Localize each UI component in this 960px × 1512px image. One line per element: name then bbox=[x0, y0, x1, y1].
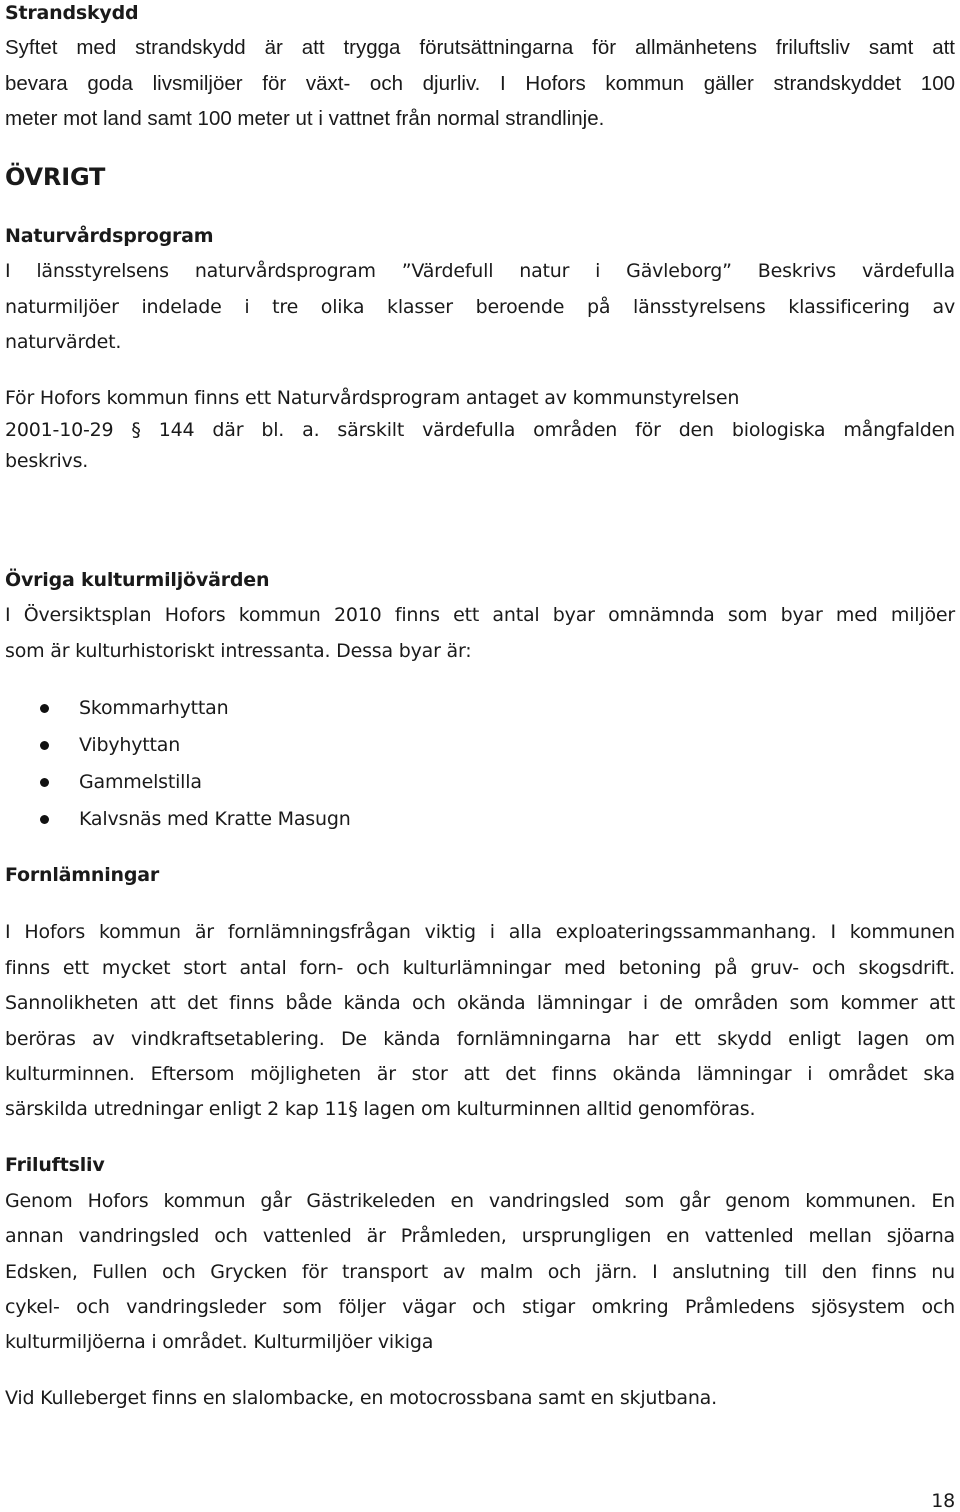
heading-fornlamningar: Fornlämningar bbox=[5, 864, 160, 886]
naturvard-p2-line-1: För Hofors kommun finns ett Naturvårdsprogram antaget av kommunstyrelsen bbox=[5, 387, 740, 409]
bullet-icon bbox=[40, 815, 49, 824]
heading-friluftsliv: Friluftsliv bbox=[5, 1154, 105, 1176]
strandskydd-line-1: Syftet med strandskydd är att trygga förutsättningarna för allmänhetens friluftsliv samt att bbox=[5, 36, 955, 59]
naturvard-p1-line-2: naturmiljöer indelade i tre olika klasser beroende på länsstyrelsens klassificering av bbox=[5, 296, 955, 318]
fornlamningar-line-5: kulturminnen. Eftersom möjligheten är stor att det finns okända lämningar i området ska bbox=[5, 1063, 955, 1085]
list-item: Gammelstilla bbox=[79, 771, 202, 793]
fornlamningar-line-3: Sannolikheten att det finns både kända och okända lämningar i de områden som kommer att bbox=[5, 992, 955, 1014]
heading-strandskydd: Strandskydd bbox=[5, 2, 139, 24]
strandskydd-line-2: bevara goda livsmiljöer för växt- och djurliv. I Hofors kommun gäller strandskyddet 100 bbox=[5, 72, 955, 95]
kultur-line-2: som är kulturhistoriskt intressanta. Dessa byar är: bbox=[5, 640, 472, 662]
bullet-icon bbox=[40, 778, 49, 787]
naturvard-p1-line-3: naturvärdet. bbox=[5, 331, 122, 353]
bullet-icon bbox=[40, 741, 49, 750]
friluftsliv-line-4: cykel- och vandringsleder som följer vägar och stigar omkring Pråmledens sjösystem och bbox=[5, 1296, 955, 1318]
fornlamningar-line-2: finns ett mycket stort antal forn- och kulturlämningar med betoning på gruv- och skogsdrift. bbox=[5, 957, 955, 979]
fornlamningar-line-1: I Hofors kommun är fornlämningsfrågan viktig i alla exploateringssammanhang. I kommunen bbox=[5, 921, 955, 943]
friluftsliv-line-2: annan vandringsled och vattenled är Pråmleden, ursprungligen en vattenled mellan sjöarna bbox=[5, 1225, 955, 1247]
heading-naturvardsprogram: Naturvårdsprogram bbox=[5, 225, 214, 247]
heading-ovriga-kulturmiljovarden: Övriga kulturmiljövärden bbox=[5, 569, 270, 591]
fornlamningar-line-4: beröras av vindkraftsetablering. De kända fornlämningarna har ett skydd enligt lagen om bbox=[5, 1028, 955, 1050]
friluftsliv-p2: Vid Kulleberget finns en slalombacke, en motocrossbana samt en skjutbana. bbox=[5, 1387, 717, 1409]
kultur-line-1: I Översiktsplan Hofors kommun 2010 finns ett antal byar omnämnda som byar med miljöer bbox=[5, 604, 955, 626]
list-item: Skommarhyttan bbox=[79, 697, 229, 719]
list-item: Vibyhyttan bbox=[79, 734, 181, 756]
page-number: 18 bbox=[931, 1490, 955, 1512]
friluftsliv-line-5: kulturmiljöerna i området. Kulturmiljöer vikiga bbox=[5, 1331, 434, 1353]
bullet-icon bbox=[40, 704, 49, 713]
strandskydd-line-3: meter mot land samt 100 meter ut i vattnet från normal strandlinje. bbox=[5, 107, 605, 130]
friluftsliv-line-1: Genom Hofors kommun går Gästrikeleden en vandringsled som går genom kommunen. En bbox=[5, 1190, 955, 1212]
friluftsliv-line-3: Edsken, Fullen och Grycken för transport av malm och järn. I anslutning till den finns nu bbox=[5, 1261, 955, 1283]
fornlamningar-line-6: särskilda utredningar enligt 2 kap 11§ lagen om kulturminnen alltid genomföras. bbox=[5, 1098, 756, 1120]
naturvard-p1-line-1: I länsstyrelsens naturvårdsprogram ”Värdefull natur i Gävleborg” Beskrivs värdefulla bbox=[5, 260, 955, 282]
naturvard-p2-line-3: beskrivs. bbox=[5, 450, 89, 472]
heading-ovrigt: ÖVRIGT bbox=[5, 163, 106, 191]
list-item: Kalvsnäs med Kratte Masugn bbox=[79, 808, 351, 830]
naturvard-p2-line-2: 2001-10-29 § 144 där bl. a. särskilt värdefulla områden för den biologiska mångfalden bbox=[5, 419, 955, 441]
